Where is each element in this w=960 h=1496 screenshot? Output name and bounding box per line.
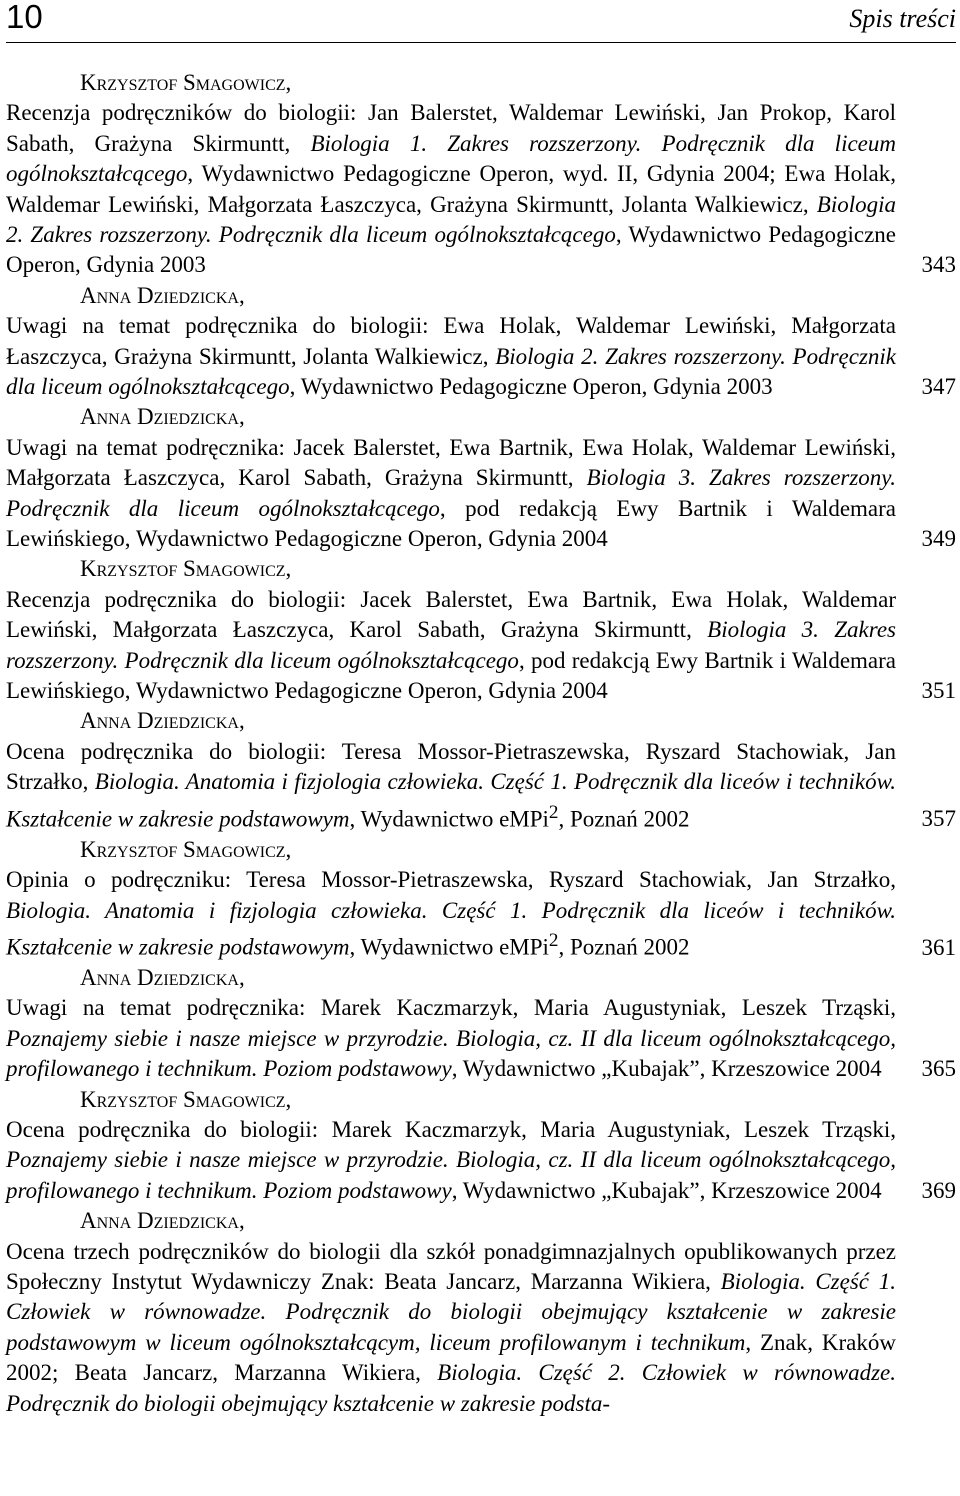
entry-text: Uwagi na temat podręcznika do biologii: Ewa Holak, Waldemar Lewiński, Małgorzata Łaszczyca, Grażyna Skirmuntt, Jolanta Walkiewicz,	[6, 313, 896, 369]
entry-author: Krzysztof Smagowicz,	[80, 70, 292, 95]
toc-entry[interactable]	[6, 1237, 956, 1419]
page-ref: 369	[921, 1177, 956, 1203]
page-ref: 351	[921, 678, 956, 704]
entry-title: Biologia 1. Zakres rozszerzony. Podręcznik dla liceum ogólnokształcącego	[6, 130, 896, 187]
superscript: 2	[548, 801, 559, 823]
entry-text: , Poznań 2002	[558, 806, 690, 832]
page-ref: 349	[921, 526, 956, 552]
entry-title: Biologia. Anatomia i fizjologia człowieka. Część 1. Podręcznik dla liceów i techników. Kształcenie w zakresie podstawowym	[6, 897, 896, 960]
entry-title: Biologia. Anatomia i fizjologia człowieka. Część 1. Podręcznik dla liceów i techników. Kształcenie w zakresie podstawowym	[6, 769, 896, 832]
toc-entry[interactable]	[6, 1115, 956, 1206]
entry-text: , Wydawnictwo Pedagogiczne Operon, Gdynia 2003	[6, 222, 896, 278]
entry-text: , Wydawnictwo eMPi	[349, 806, 549, 832]
header-rule	[6, 42, 956, 43]
entry-text: , Wydawnictwo „Kubajak”, Krzeszowice 2004	[451, 1056, 882, 1082]
entry-text: Uwagi na temat podręcznika: Jacek Balerstet, Ewa Bartnik, Ewa Holak, Waldemar Lewiński, Małgorzata Łaszczyca, Karol Sabath, Grażyna Skirmuntt,	[6, 434, 896, 491]
entry-author: Anna Dziedzicka,	[80, 282, 245, 308]
entry-text: Uwagi na temat podręcznika: Marek Kaczmarzyk, Maria Augustyniak, Leszek Trząski,	[6, 995, 896, 1021]
entry-title: Biologia. Część 2. Człowiek w równowadze. Podręcznik do biologii obejmujący kształcenie w zakresie podsta-	[6, 1360, 896, 1416]
page-ref: 357	[921, 806, 956, 832]
entry-author: Krzysztof Smagowicz,	[80, 836, 292, 862]
toc-entry[interactable]	[6, 737, 956, 835]
page-ref: 343	[921, 252, 956, 278]
toc-entry[interactable]	[6, 433, 956, 555]
running-title: Spis treści	[849, 4, 956, 33]
entry-text: , pod redakcją Ewy Bartnik i Waldemara Lewińskiego, Wydawnictwo Pedagogiczne Operon, Gdynia 2004	[6, 495, 896, 552]
page-number: 10	[6, 0, 43, 35]
entry-title: Biologia 2. Zakres rozszerzony. Podręcznik dla liceum ogólnokształcącego	[6, 191, 896, 248]
entry-text: Ocena podręcznika do biologii: Teresa Mossor-Pietraszewska, Ryszard Stachowiak, Jan Strzałko,	[6, 738, 896, 795]
page-ref: 365	[921, 1056, 956, 1082]
entry-title: Biologia 3. Zakres rozszerzony. Podręcznik dla liceum ogólnokształcącego	[6, 465, 896, 521]
entry-text: Opinia o podręczniku: Teresa Mossor-Pietraszewska, Ryszard Stachowiak, Jan Strzałko,	[6, 867, 896, 893]
entry-text: , Znak, Kraków 2002; Beata Jancarz, Marzanna Wikiera,	[6, 1329, 896, 1386]
entry-author: Anna Dziedzicka,	[80, 404, 245, 430]
entry-title: Biologia 3. Zakres rozszerzony. Podręcznik dla liceum ogólnokształcącego	[6, 617, 896, 673]
entry-author: Krzysztof Smagowicz,	[80, 556, 292, 582]
page-ref: 361	[921, 934, 956, 960]
page-ref: 347	[921, 374, 956, 400]
entry-author: Krzysztof Smagowicz,	[80, 1086, 292, 1112]
entry-text: , pod redakcją Ewy Bartnik i Waldemara Lewińskiego, Wydawnictwo Pedagogiczne Operon, Gdynia 2004	[6, 647, 896, 704]
toc-entry[interactable]	[6, 865, 956, 963]
entry-title: Poznajemy siebie i nasze miejsce w przyrodzie. Biologia, cz. II dla liceum ogólnokształcącego, profilowanego i technikum. Poziom podstawowy	[6, 1147, 896, 1203]
toc-entry[interactable]	[6, 993, 956, 1084]
entry-text: Ocena trzech podręczników do biologii dla szkół ponadgimnazjalnych opublikowanych przez Społeczny Instytut Wydawniczy Znak: Beata Jancarz, Marzanna Wikiera,	[6, 1238, 896, 1295]
toc-entry[interactable]	[6, 311, 956, 402]
entry-text: Recenzja podręcznika do biologii: Jacek Balerstet, Ewa Bartnik, Ewa Holak, Waldemar Lewiński, Małgorzata Łaszczyca, Karol Sabath, Grażyna Skirmuntt,	[6, 586, 896, 643]
entry-text: , Wydawnictwo „Kubajak”, Krzeszowice 2004	[451, 1177, 882, 1203]
entry-text: , Wydawnictwo Pedagogiczne Operon, Gdynia 2003	[289, 374, 773, 400]
entry-text: , Poznań 2002	[558, 934, 690, 960]
entry-title: Biologia 2. Zakres rozszerzony. Podręcznik dla liceum ogólnokształcącego	[6, 343, 896, 400]
entry-text: Ocena podręcznika do biologii: Marek Kaczmarzyk, Maria Augustyniak, Leszek Trząski,	[6, 1117, 896, 1142]
entry-author: Anna Dziedzicka,	[80, 708, 245, 734]
entry-text: , Wydawnictwo Pedagogiczne Operon, wyd. II, Gdynia 2004; Ewa Holak, Waldemar Lewiński, Małgorzata Łaszczyca, Grażyna Skirmuntt, Jolanta Walkiewicz,	[6, 161, 896, 217]
entry-title: Poznajemy siebie i nasze miejsce w przyrodzie. Biologia, cz. II dla liceum ogólnokształcącego, profilowanego i technikum. Poziom podstawowy	[6, 1025, 896, 1082]
entry-title: Biologia. Część 1. Człowiek w równowadze. Podręcznik do biologii obejmujący kształcenie w zakresie podstawowym w liceum ogólnokształcącym, liceum profilowanym i technikum	[6, 1269, 896, 1355]
table-of-contents	[6, 68, 956, 1419]
toc-entry[interactable]	[6, 585, 956, 707]
entry-text: Recenzja podręczników do biologii: Jan Balerstet, Waldemar Lewiński, Jan Prokop, Karol Sabath, Grażyna Skirmuntt,	[6, 100, 896, 156]
entry-text: , Wydawnictwo eMPi	[349, 934, 549, 960]
entry-author: Anna Dziedzicka,	[80, 1208, 245, 1234]
entry-author: Anna Dziedzicka,	[80, 965, 245, 990]
toc-entry[interactable]	[6, 98, 956, 280]
superscript: 2	[548, 929, 559, 951]
